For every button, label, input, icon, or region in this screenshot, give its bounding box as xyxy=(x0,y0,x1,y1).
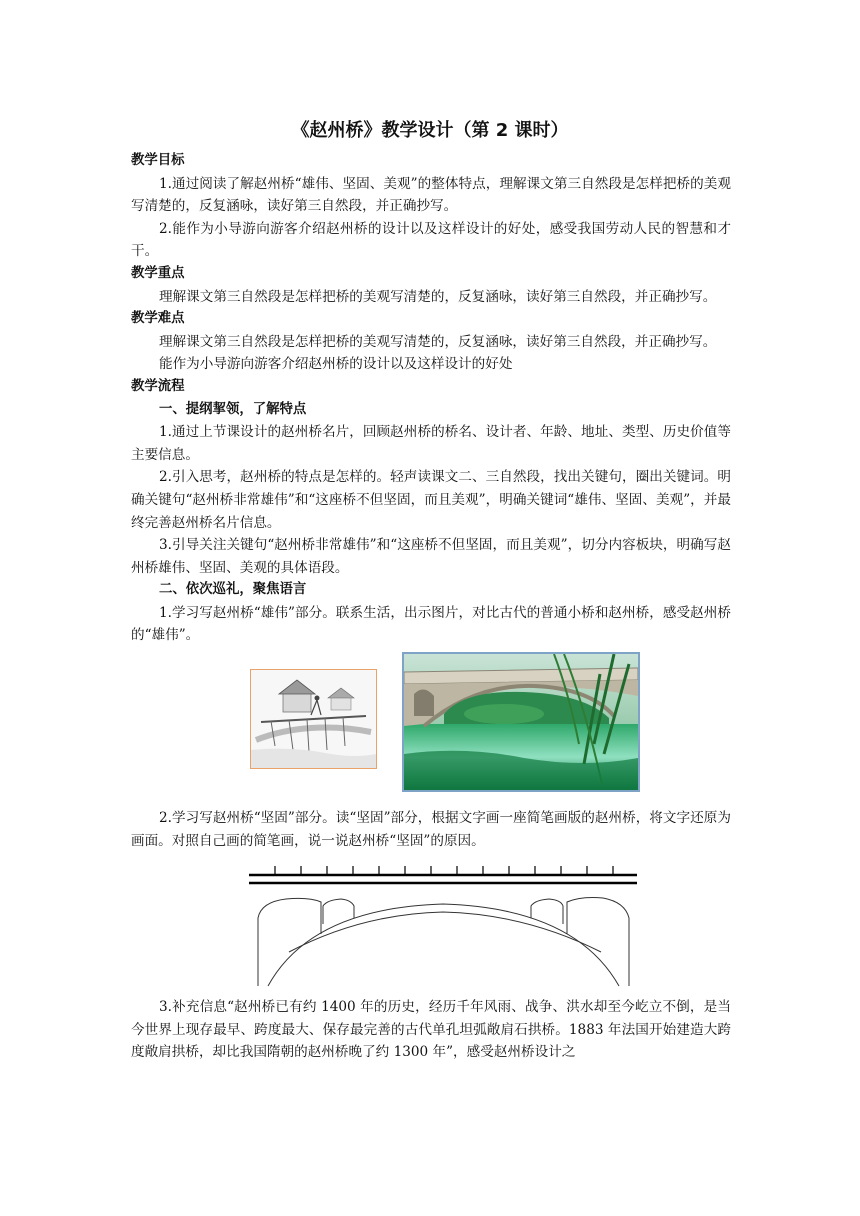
heading-key-points: 教学重点 xyxy=(131,265,185,281)
paragraph-part1-step-2: 2.引入思考，赵州桥的特点是怎样的。轻声读课文二、三自然段，找出关键句，圈出关键词。明确关键句“赵州桥非常雄伟”和“这座桥不但坚固，而且美观”，明确关键词“雄伟、坚固、美观”，并最终完善赵州桥名片信息。 xyxy=(131,469,731,531)
heading-goals: 教学目标 xyxy=(131,153,185,168)
paragraph-goal-1: 1.通过阅读了解赵州桥“雄伟、坚固、美观”的整体特点，理解课文第三自然段是怎样把桥的美观写清楚的，反复涵咏，读好第三自然段，并正确抄写。 xyxy=(131,175,731,215)
small-bridge-sketch-image xyxy=(250,669,377,769)
heading-part-1: 一、提纲挈领，了解特点 xyxy=(159,401,307,417)
heading-difficulties: 教学难点 xyxy=(131,311,185,327)
paragraph-part2-step-2: 2.学习写赵州桥“坚固”部分。读“坚固”部分，根据文字画一座简笔画版的赵州桥，将文字还原为画面。对照自己画的简笔画，说一说赵州桥“坚固”的原因。 xyxy=(131,810,731,849)
paragraph-part2-step-3: 3.补充信息“赵州桥已有约 1400 年的历史，经历千年风雨、战争、洪水却至今屹立不倒，是当今世界上现存最早、跨度最大、保存最完善的古代单孔坦弧敞肩石拱桥。1883 年法国开始建造大跨度敞肩拱桥，却比我国隋朝的赵州桥晚了约 1300 年”，感受赵州桥设计之 xyxy=(131,999,731,1061)
paragraph-part2-step-1: 1.学习写赵州桥“雄伟”部分。联系生活，出示图片，对比古代的普通小桥和赵州桥，感受赵州桥的“雄伟”。 xyxy=(131,604,731,644)
paragraph-key-points: 理解课文第三自然段是怎样把桥的美观写清楚的，反复涵咏，读好第三自然段，并正确抄写。 xyxy=(159,288,717,305)
paragraph-difficulty-2: 能作为小导游向游客介绍赵州桥的设计以及这样设计的好处 xyxy=(159,356,513,373)
paragraph-part1-step-1: 1.通过上节课设计的赵州桥名片，回顾赵州桥的桥名、设计者、年龄、地址、类型、历史价值等主要信息。 xyxy=(131,424,731,463)
heading-part-2: 二、依次巡礼，聚焦语言 xyxy=(159,582,307,598)
page-title: 《赵州桥》教学设计（第 2 课时） xyxy=(291,120,569,141)
bridge-line-drawing xyxy=(131,852,731,996)
document-body xyxy=(131,150,731,1064)
paragraph-part1-step-3: 3.引导关注关键句“赵州桥非常雄伟”和“这座桥不但坚固，而且美观”，切分内容板块，明确写赵州桥雄伟、坚固、美观的具体语段。 xyxy=(131,537,731,576)
paragraph-difficulty-1: 理解课文第三自然段是怎样把桥的美观写清楚的，反复涵咏，读好第三自然段，并正确抄写。 xyxy=(159,333,717,350)
paragraph-goal-2: 2.能作为小导游向游客介绍赵州桥的设计以及这样设计的好处，感受我国劳动人民的智慧和才干。 xyxy=(131,220,731,260)
comparison-images xyxy=(131,647,731,807)
zhaozhou-bridge-photo xyxy=(402,652,640,792)
heading-process: 教学流程 xyxy=(131,378,185,394)
